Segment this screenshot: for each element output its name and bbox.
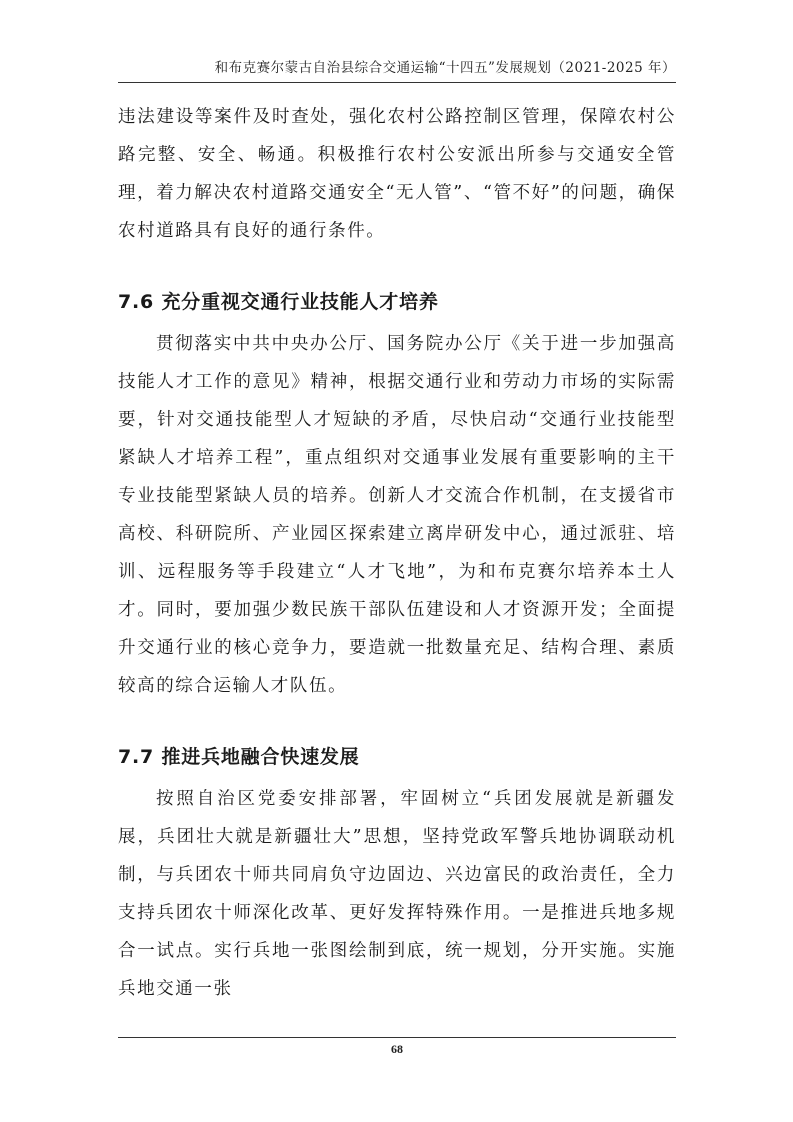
page-header: 和布克赛尔蒙古自治县综合交通运输“十四五”发展规划（2021-2025 年） — [214, 60, 676, 76]
section-paragraph-7-6: 贯彻落实中共中央办公厅、国务院办公厅《关于进一步加强高技能人才工作的意见》精神，根据交通行业和劳动力市场的实际需要，针对交通技能型人才短缺的矛盾，尽快启动“交通行业技能型紧缺人才培养工程”，重点组织对交通事业发展有重要影响的主干专业技能型紧缺人员的培养。创新人才交流合作机制，在支援省市高校、科研院所、产业园区探索建立离岸研发中心，通过派驻、培训、远程服务等手段建立“人才飞地”，为和布克赛尔培养本土人才。同时，要加强少数民族干部队伍建设和人才资源开发；全面提升交通行业的核心竞争力，要造就一批数量充足、结构合理、素质较高的综合运输人才队伍。 — [118, 334, 676, 696]
section-heading-7-6: 7.6 充分重视交通行业技能人才培养 — [118, 291, 439, 313]
spacer — [118, 705, 676, 738]
footer-rule — [118, 1037, 676, 1038]
page-number: 68 — [391, 1042, 403, 1056]
intro-paragraph: 违法建设等案件及时查处，强化农村公路控制区管理，保障农村公路完整、安全、畅通。积极推行农村公安派出所参与交通安全管理，着力解决农村道路交通安全“无人管”、“管不好”的问题，确保农村道路具有良好的通行条件。 — [118, 107, 676, 241]
header-rule — [118, 82, 676, 83]
document-body — [118, 98, 676, 1008]
spacer — [118, 250, 676, 283]
section-paragraph-7-7: 按照自治区党委安排部署，牢固树立“兵团发展就是新疆发展，兵团壮大就是新疆壮大”思想，坚持党政军警兵地协调联动机制，与兵团农十师共同肩负守边固边、兴边富民的政治责任，全力支持兵团农十师深化改革、更好发挥特殊作用。一是推进兵地多规合一试点。实行兵地一张图绘制到底，统一规划，分开实施。实施兵地交通一张 — [118, 789, 676, 999]
section-heading-7-7: 7.7 推进兵地融合快速发展 — [118, 746, 360, 768]
